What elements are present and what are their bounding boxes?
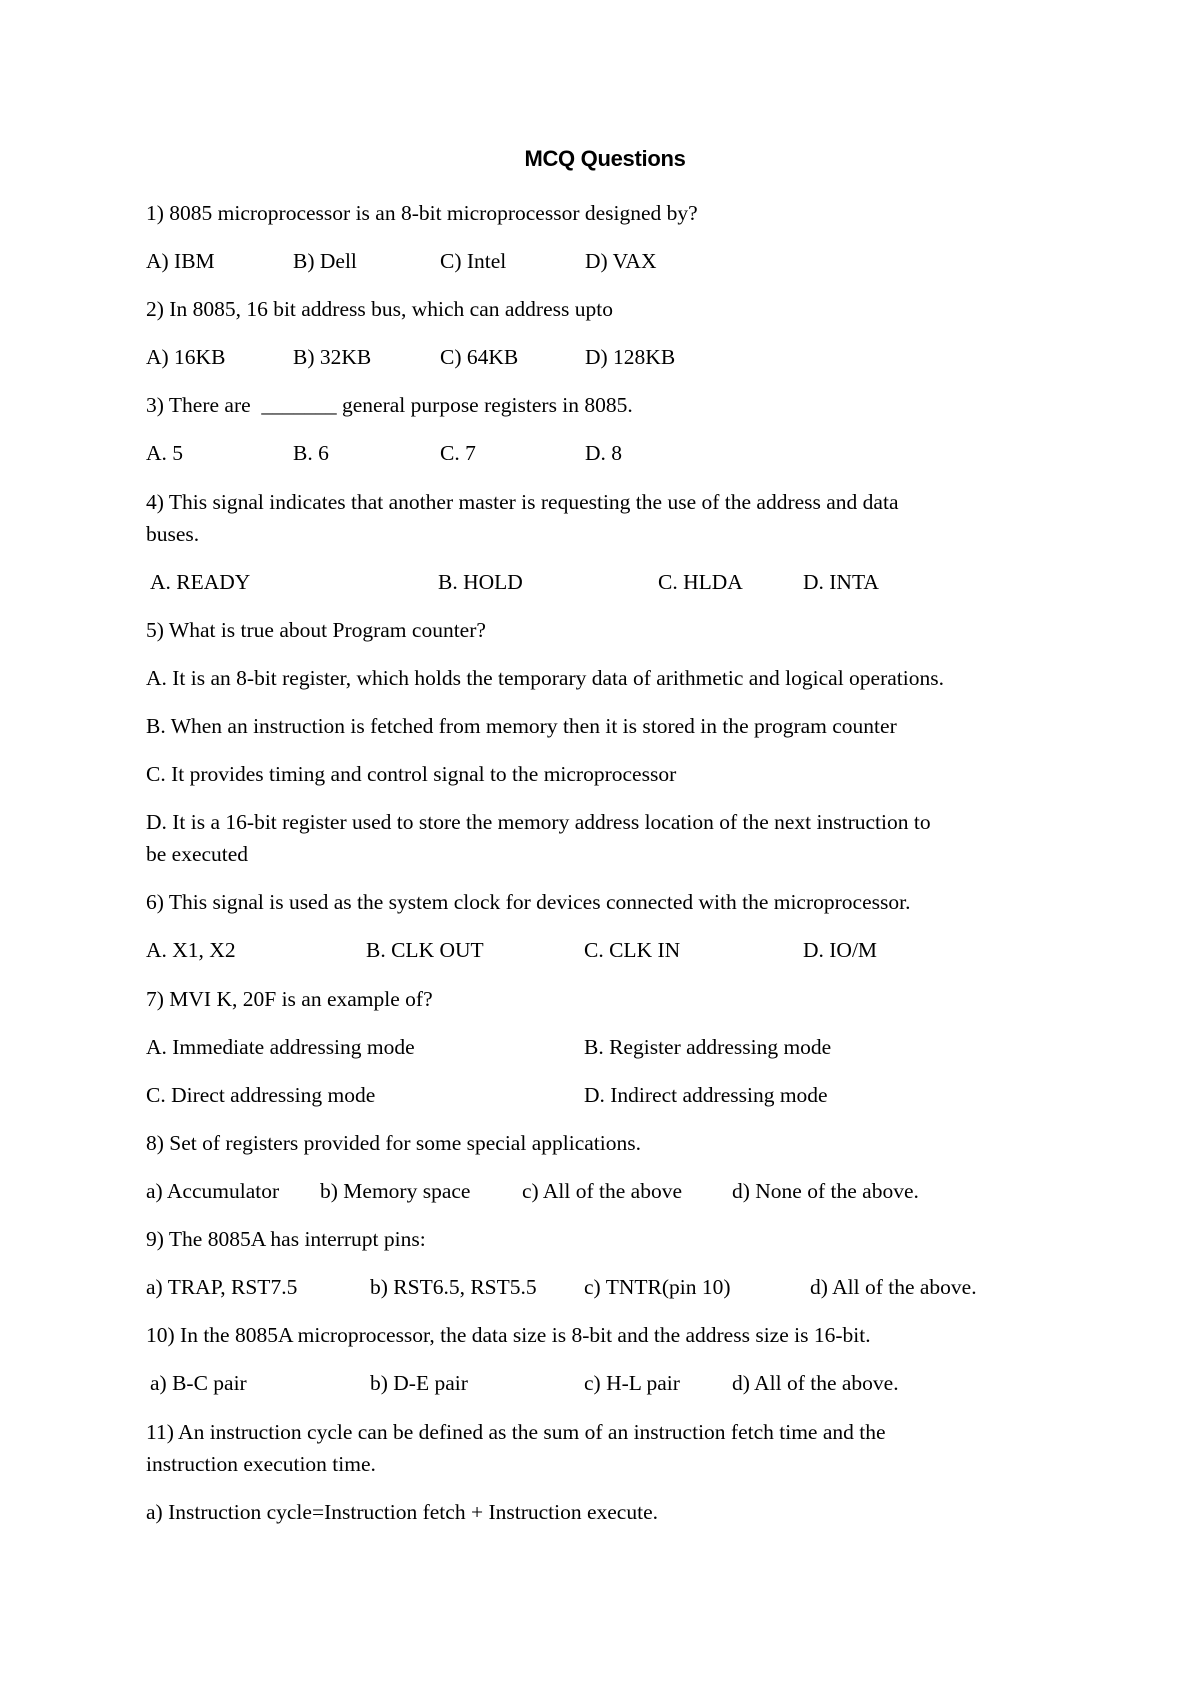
q5-option-c: C. It provides timing and control signal to the microprocessor (146, 762, 677, 786)
q4-option-c: C. HLDA (658, 570, 743, 594)
question-4-line-2: buses. (146, 522, 200, 546)
q8-option-d: d) None of the above. (732, 1179, 919, 1203)
question-6: 6) This signal is used as the system clock for devices connected with the microprocessor. (146, 890, 911, 914)
q7-option-c: C. Direct addressing mode (146, 1083, 376, 1107)
q2-option-a: A) 16KB (146, 345, 226, 369)
q7-option-d: D. Indirect addressing mode (584, 1083, 828, 1107)
q8-option-a: a) Accumulator (146, 1179, 280, 1203)
question-11-line-1: 11) An instruction cycle can be defined as the sum of an instruction fetch time and the (146, 1420, 886, 1444)
q4-option-d: D. INTA (803, 570, 879, 594)
q6-option-d: D. IO/M (803, 938, 878, 962)
q7-option-a: A. Immediate addressing mode (146, 1035, 415, 1059)
q1-option-a: A) IBM (146, 249, 215, 273)
q2-option-d: D) 128KB (585, 345, 676, 369)
question-1: 1) 8085 microprocessor is an 8-bit microprocessor designed by? (146, 201, 698, 225)
q5-option-d-line-1: D. It is a 16-bit register used to store the memory address location of the next instruction to (146, 810, 931, 834)
q9-option-b: b) RST6.5, RST5.5 (370, 1275, 537, 1299)
question-10: 10) In the 8085A microprocessor, the data size is 8-bit and the address size is 16-bit. (146, 1323, 871, 1347)
q9-option-a: a) TRAP, RST7.5 (146, 1275, 298, 1299)
question-2: 2) In 8085, 16 bit address bus, which can address upto (146, 297, 613, 321)
q2-option-b: B) 32KB (293, 345, 372, 369)
q6-option-b: B. CLK OUT (366, 938, 484, 962)
q10-option-a: a) B-C pair (150, 1371, 247, 1395)
q1-option-d: D) VAX (585, 249, 657, 273)
q2-option-c: C) 64KB (440, 345, 519, 369)
q4-option-a: A. READY (150, 570, 251, 594)
q3-option-a: A. 5 (146, 441, 184, 465)
q6-option-c: C. CLK IN (584, 938, 681, 962)
question-3: 3) There are _______ general purpose registers in 8085. (146, 393, 633, 417)
q5-option-b: B. When an instruction is fetched from memory then it is stored in the program counter (146, 714, 897, 738)
q8-option-b: b) Memory space (320, 1179, 471, 1203)
q10-option-c: c) H-L pair (584, 1371, 680, 1395)
q4-option-b: B. HOLD (438, 570, 523, 594)
question-11-line-2: instruction execution time. (146, 1452, 376, 1476)
question-8: 8) Set of registers provided for some special applications. (146, 1131, 641, 1155)
q11-option-a: a) Instruction cycle=Instruction fetch + Instruction execute. (146, 1500, 658, 1524)
q8-option-c: c) All of the above (522, 1179, 683, 1203)
page-title: MCQ Questions (524, 146, 686, 171)
question-4-line-1: 4) This signal indicates that another master is requesting the use of the address and data (146, 490, 899, 514)
q10-option-d: d) All of the above. (732, 1371, 899, 1395)
q3-option-c: C. 7 (440, 441, 476, 465)
q3-option-d: D. 8 (585, 441, 623, 465)
question-7: 7) MVI K, 20F is an example of? (146, 987, 433, 1011)
q5-option-a: A. It is an 8-bit register, which holds the temporary data of arithmetic and logical operations. (146, 666, 944, 690)
question-9: 9) The 8085A has interrupt pins: (146, 1227, 426, 1251)
q9-option-c: c) TNTR(pin 10) (584, 1275, 731, 1299)
q6-option-a: A. X1, X2 (146, 938, 236, 962)
q1-option-c: C) Intel (440, 249, 507, 273)
q3-option-b: B. 6 (293, 441, 329, 465)
q10-option-b: b) D-E pair (370, 1371, 468, 1395)
q7-option-b: B. Register addressing mode (584, 1035, 832, 1059)
q1-option-b: B) Dell (293, 249, 357, 273)
q9-option-d: d) All of the above. (810, 1275, 977, 1299)
question-5: 5) What is true about Program counter? (146, 618, 486, 642)
q5-option-d-line-2: be executed (146, 842, 249, 866)
